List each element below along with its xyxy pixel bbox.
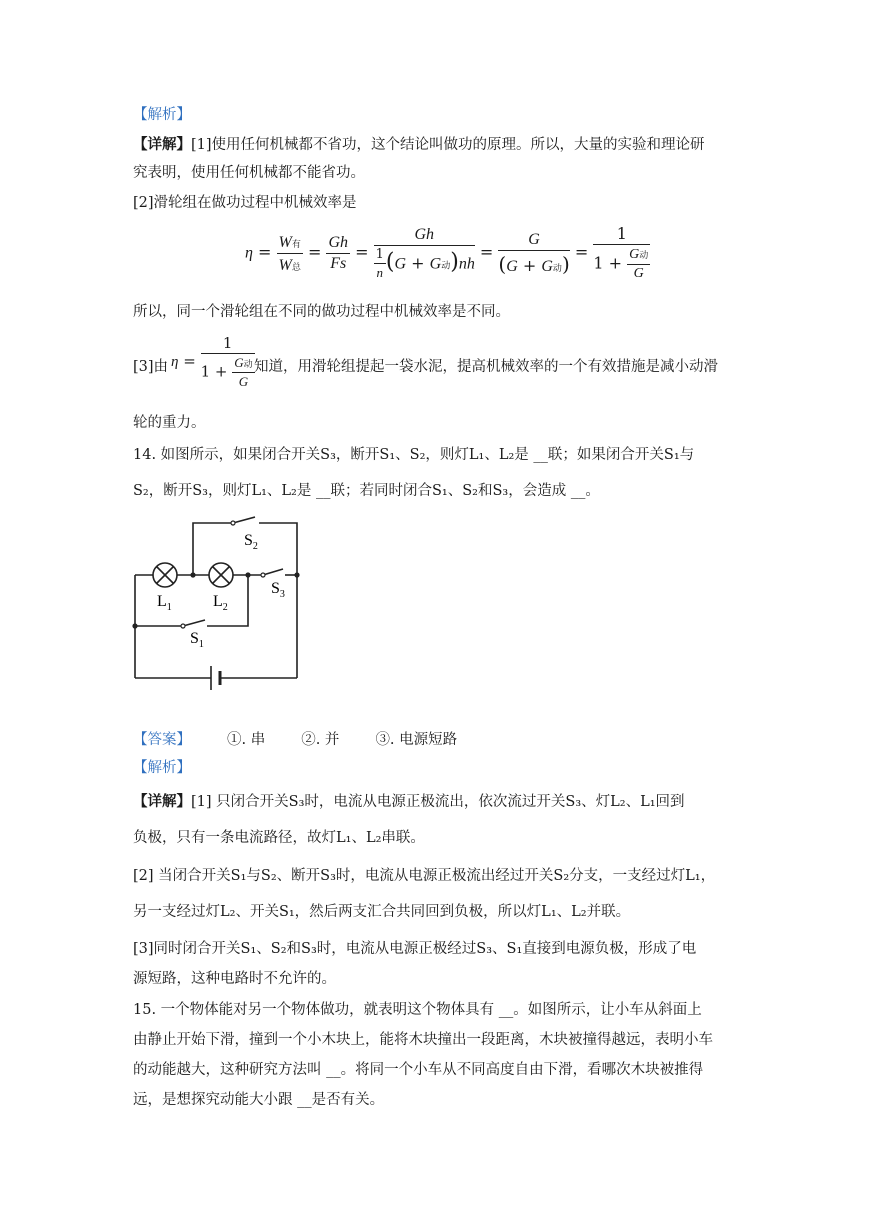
answer-1: ①. 串 [227,732,266,748]
detail-paragraph-1 [133,135,705,155]
n-term: n [376,264,384,280]
detail2-text-3: [3]同时闭合开关S₁、S₂和S₃时，电流从电源正极经过S₃、S₁直接到电源负极，形成了电 [133,941,697,957]
switch-s1-blade [183,620,205,626]
gh-term: Gh [374,226,475,246]
question-15-line-1: 15. 一个物体能对另一个物体做功，就表明这个物体具有 __。如图所示，让小车从斜面上 [133,1002,702,1018]
sub-moving: 动 [441,261,451,271]
inline-efficiency-formula: η = 1 1 + $\frac{\text{G动}}{G}$ [171,334,253,389]
detail-text-4-pre: [3]由 [133,359,169,375]
detail-text-3: 所以，同一个滑轮组在不同的做功过程中机械效率是不同。 [133,304,510,320]
answer-2: ②. 并 [301,732,340,748]
fraction-w-ratio [277,232,303,275]
label-s3: $S_3$ [271,580,285,600]
g-term: G [498,231,569,251]
sub-moving: 动 [243,360,253,370]
eta-symbol: η [171,354,179,370]
detail-tag: 【详解】 [133,793,191,810]
fraction-gh-fs [326,234,350,273]
w-useful: W [278,233,292,251]
label-s1: $S_1$ [190,630,204,650]
analysis-heading-2: 【解析】 [133,760,191,776]
equals-sign: = [479,242,494,262]
one: 1 [593,253,604,273]
equals-sign: = [258,242,272,262]
g-term: G [234,355,244,370]
g-term: G [238,374,249,389]
g-term: G [506,257,518,275]
label-l2: $L_2$ [213,593,228,613]
efficiency-formula [245,224,650,282]
detail2-text-3b: 源短路，这种电路时不允许的。 [133,971,336,987]
junction-dot [190,572,195,577]
lamp-l2 [209,563,233,587]
detail-text-1: [1]使用任何机械都不省功，这个结论叫做功的原理。所以，大量的实验和理论研 [191,137,705,153]
equals-sign: = [183,352,196,370]
sub-moving: 动 [639,251,649,261]
sub-useful: 有 [291,239,301,250]
one: 1 [200,362,211,381]
eta-symbol: η [245,244,253,262]
g-term: G [633,266,644,281]
switch-s3-blade [263,569,283,575]
one: 1 [201,334,255,354]
question-15-line-3: 的动能越大，这种研究方法叫 __。将同一个小车从不同高度自由下滑，看哪次木块被推得 [133,1062,704,1078]
nh-term: nh [458,255,475,272]
g-term: G [394,255,407,272]
lamp-l1 [153,563,177,587]
detail2-text-2: [2] 当闭合开关S₁与S₂、断开S₃时，电流从电源正极流出经过开关S₂分支，一支经过灯L₁， [133,868,716,884]
question-15-line-2: 由静止开始下滑，撞到一个小木块上，能将木块撞出一段距离，木块被撞得越远，表明小车 [133,1032,713,1048]
detail-text-2: [2]滑轮组在做功过程中机械效率是 [133,195,357,211]
wire-s2-right [259,523,297,575]
gh-term: Gh [326,234,350,254]
sub-moving: 动 [552,263,562,274]
detail-text-4-post: 知道，用滑轮组提起一袋水泥，提高机械效率的一个有效措施是减小动滑 [254,359,718,375]
detail-tag: 【详解】 [133,136,191,153]
g-term: G [429,255,442,272]
detail2-paragraph-1 [133,792,685,812]
one: 1 [593,224,650,245]
detail2-text-1b: 负极，只有一条电流路径，故灯L₁、L₂串联。 [133,830,425,846]
fraction-final: 1 1 + $\frac{\text{G动}}{G}$ [593,224,649,281]
detail-text-4b: 轮的重力。 [133,415,206,431]
equals-sign: = [574,242,589,262]
junction-dot [294,572,299,577]
answer-tag: 【答案】 [133,732,191,748]
question-14-line-2: S₂，断开S₃，则灯L₁、L₂是 __联；若同时闭合S₁、S₂和S₃，会造成 __。 [133,483,600,499]
analysis-heading: 【解析】 [133,107,191,123]
question-15-line-4: 远，是想探究动能大小跟 __是否有关。 [133,1092,385,1108]
fs-term: Fs [330,254,347,272]
g-term: G [541,257,553,275]
detail-text-1b: 究表明，使用任何机械都不能省功。 [133,165,365,181]
equals-sign: = [355,242,369,262]
equals-sign: = [307,242,322,262]
question-14-line-1: 14. 如图所示，如果闭合开关S₃，断开S₁、S₂，则灯L₁、L₂是 __联；如果闭合开关S₁与 [133,447,695,463]
junction-dot [132,623,137,628]
junction-dot [245,572,250,577]
answer-14 [133,730,457,750]
fraction-g-sum: $\frac{G}{\text{(G + G动)}}$ [498,230,570,276]
circuit-diagram [125,512,315,697]
sub-total: 总 [291,262,301,273]
label-s2: $S_2$ [244,532,258,552]
fraction-gh-expanded: Gh $\frac{1}{n}$ (G + G动)nh [375,225,475,280]
w-total: W [278,256,292,274]
one: 1 [375,246,384,262]
g-term: G [629,247,640,262]
label-l1: $L_1$ [157,593,172,613]
detail2-text-1: [1] 只闭合开关S₃时，电流从电源正极流出，依次流过开关S₃、灯L₂、L₁回到 [191,794,685,810]
answer-3: ③. 电源短路 [375,732,458,748]
switch-s2-blade [233,517,255,523]
detail2-text-2b: 另一支经过灯L₂、开关S₁，然后两支汇合共同回到负极，所以灯L₁、L₂并联。 [133,904,631,920]
